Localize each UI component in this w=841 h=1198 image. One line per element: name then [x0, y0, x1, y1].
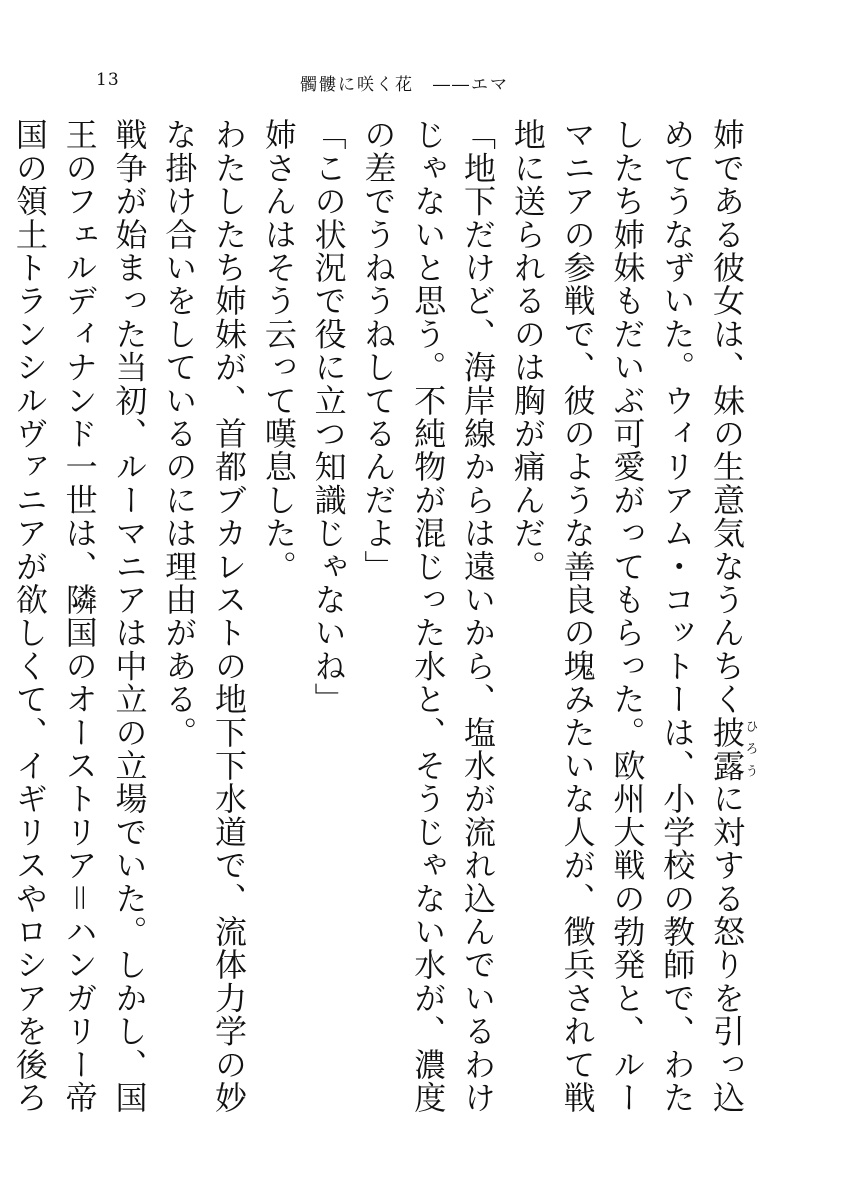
- ruby-annotation: [708, 715, 758, 783]
- ruby-base: 披露: [708, 715, 746, 783]
- text-segment: に対する怒りを引っ込めてうなずいた。ウィリアム・コットーは、小学校の教師で、わたしたち姉妹もだいぶ可愛がってもらった。欧州大戦の勃発と、ルーマニアの参戦で、彼のような善良の塊みたいな人が、徴兵されて戦地に送られるのは胸が痛んだ。: [508, 118, 746, 1115]
- paragraph: 戦争が始まった当初、ルーマニアは中立の立場でいた。しかし、国王のフェルディナンド一世は、隣国のオーストリア＝ハンガリー帝国の領土トランシルヴァニアが欲しくて、イギリスやロシアを後ろ: [10, 118, 149, 1114]
- body-text: [10, 118, 758, 1118]
- text-segment: 姉である彼女は、妹の生意気なうんちく: [708, 118, 746, 716]
- paragraph: 「地下だけど、海岸線からは遠いから、塩水が流れ込んでいるわけじゃないと思う。不純物が混じった水と、そうじゃない水が、濃度の差でうねうねしてるんだよ」: [359, 118, 498, 1114]
- paragraph: わたしたち姉妹が、首都ブカレストの地下下水道で、流体力学の妙な掛け合いをしているのには理由がある。: [160, 118, 249, 1114]
- page-number: 13: [96, 70, 120, 90]
- running-head: 髑髏に咲く花 ――エマ: [300, 75, 509, 95]
- ruby-reading: ひろう: [742, 715, 758, 782]
- paragraph: [502, 118, 757, 1118]
- paragraph: 「この状況で役に立つ知識じゃないね」: [309, 118, 348, 716]
- paragraph: 姉さんはそう云って嘆息した。: [259, 118, 298, 583]
